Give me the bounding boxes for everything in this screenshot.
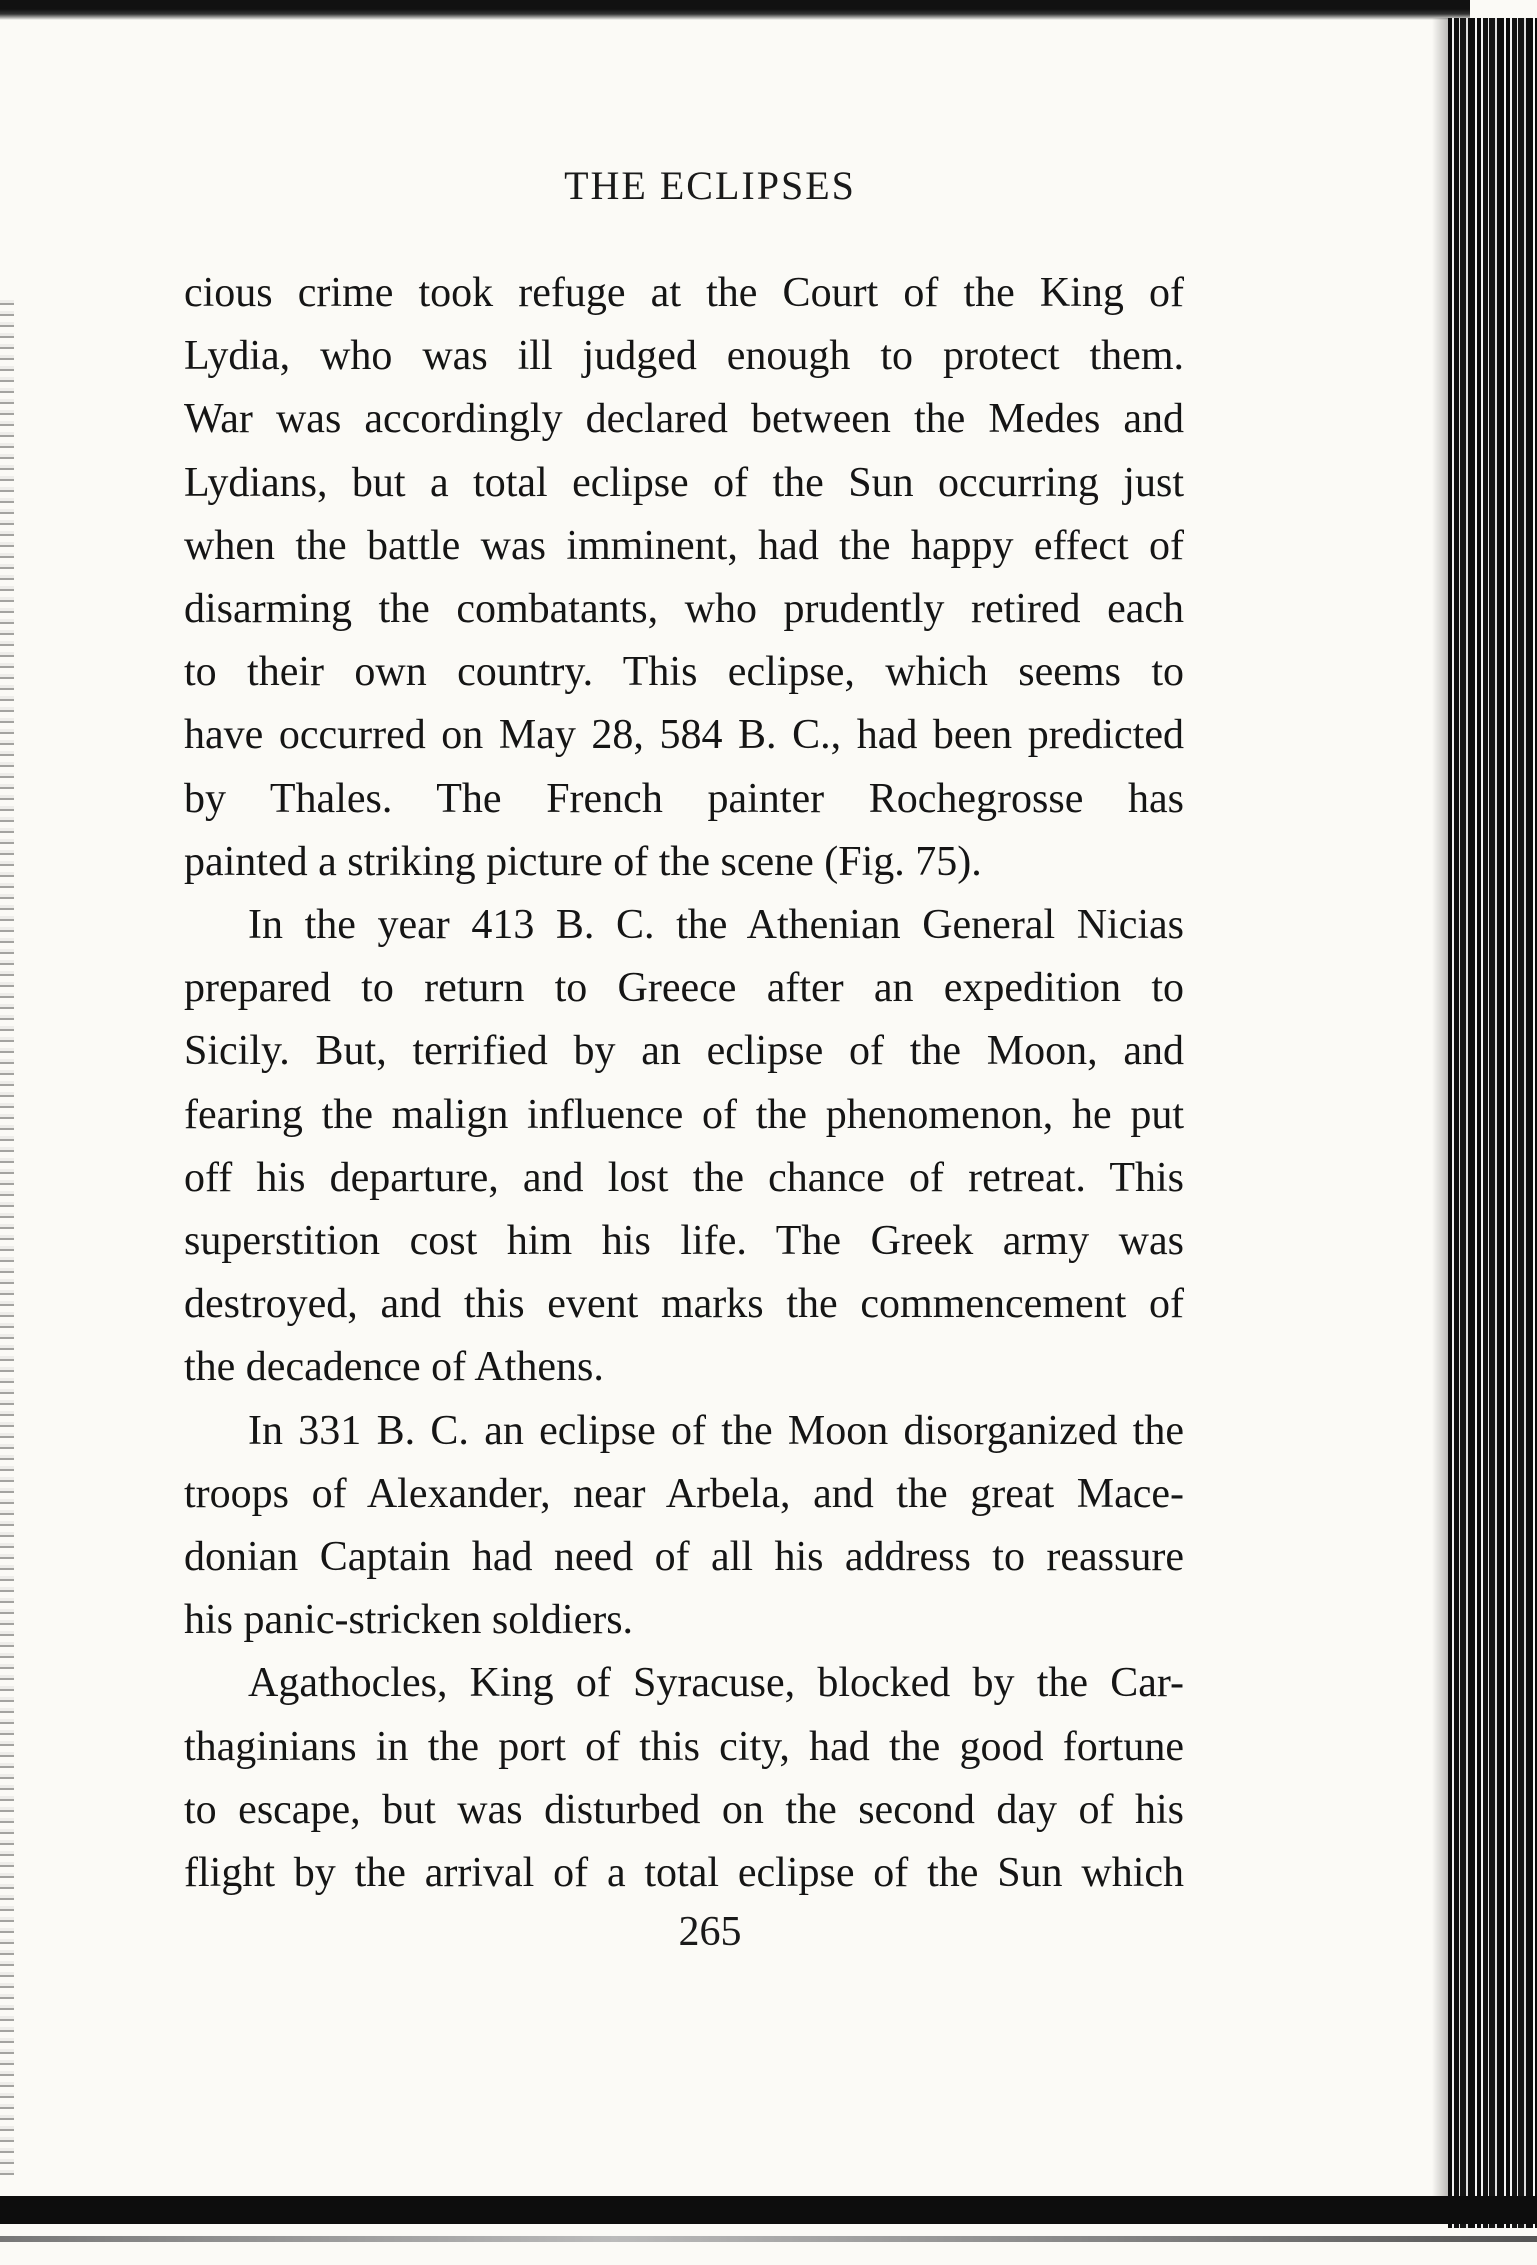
text-line: his panic-stricken soldiers. xyxy=(184,1597,634,1644)
body-text xyxy=(184,262,1184,1905)
text-line: disarming the combatants, who prudently retired each xyxy=(184,586,1184,633)
binding-shadow xyxy=(1432,18,1448,2218)
book-binding-edge xyxy=(1448,18,1537,2228)
text-line: flight by the arrival of a total eclipse of the Sun which xyxy=(184,1850,1184,1897)
text-line: thaginians in the port of this city, had the good fortune xyxy=(184,1723,1184,1770)
page-number: 265 xyxy=(678,1909,742,1955)
text-line: to escape, but was disturbed on the second day of his xyxy=(184,1786,1184,1833)
text-line: when the battle was imminent, had the happy effect of xyxy=(184,522,1184,569)
scan-left-edge xyxy=(0,300,14,2180)
text-line: In the year 413 B. C. the Athenian General Nicias xyxy=(248,902,1184,949)
text-line: the decadence of Athens. xyxy=(184,1344,604,1391)
text-line: have occurred on May 28, 584 B. C., had been predicted xyxy=(184,712,1184,759)
text-line: prepared to return to Greece after an expedition to xyxy=(184,965,1184,1012)
text-line: destroyed, and this event marks the commencement of xyxy=(184,1281,1184,1328)
paragraph-3 xyxy=(184,1400,1184,1653)
text-line: cious crime took refuge at the Court of the King of xyxy=(184,270,1184,316)
text-line: painted a striking picture of the scene (Fig. 75). xyxy=(184,838,982,885)
text-line: In 331 B. C. an eclipse of the Moon disorganized the xyxy=(248,1407,1184,1454)
scan-top-edge xyxy=(0,0,1470,20)
text-line: Lydia, who was ill judged enough to protect them. xyxy=(184,333,1184,380)
text-line: War was accordingly declared between the Medes and xyxy=(184,396,1184,443)
text-line: superstition cost him his life. The Greek army was xyxy=(184,1218,1184,1265)
text-line: by Thales. The French painter Rochegrosse has xyxy=(184,775,1184,822)
text-line: fearing the malign influence of the phenomenon, he put xyxy=(184,1091,1184,1138)
scan-bottom-edge xyxy=(0,2196,1537,2224)
text-line: troops of Alexander, near Arbela, and the great Mace- xyxy=(184,1470,1184,1517)
paragraph-2 xyxy=(184,894,1184,1400)
text-line: to their own country. This eclipse, which seems to xyxy=(184,649,1184,696)
running-head: THE ECLIPSES xyxy=(564,163,856,208)
scan-bottom-strip xyxy=(0,2236,1537,2242)
text-line: off his departure, and lost the chance of retreat. This xyxy=(184,1154,1184,1201)
text-line: Sicily. But, terrified by an eclipse of the Moon, and xyxy=(184,1028,1184,1075)
text-line: donian Captain had need of all his address to reassure xyxy=(184,1534,1184,1581)
paragraph-4 xyxy=(184,1652,1184,1905)
paragraph-1 xyxy=(184,262,1184,894)
text-line: Lydians, but a total eclipse of the Sun occurring just xyxy=(184,459,1184,506)
text-line: Agathocles, King of Syracuse, blocked by the Car- xyxy=(248,1660,1184,1707)
